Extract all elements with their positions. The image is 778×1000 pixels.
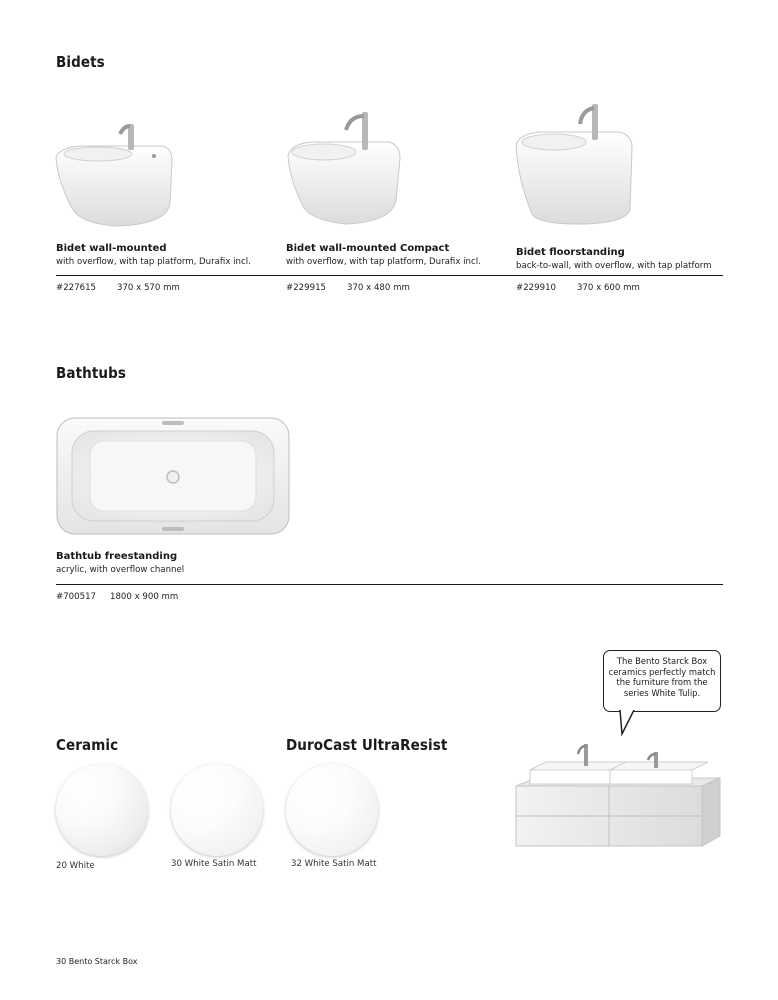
bidet-1-desc: with overflow, with tap platform, Durafix incl. [56,257,251,267]
bathtubs-section-title: Bathtubs [56,364,127,382]
bidet-2-size: 370 x 480 mm [347,283,410,293]
bidet-3-code: #229910 [516,283,557,293]
callout-text: The Bento Starck Box ceramics perfectly match the furniture from the series White Tulip. [608,656,716,698]
bidet-2-code: #229915 [286,283,327,293]
bathtub-desc: acrylic, with overflow channel [56,565,185,575]
bidet-compact-image [280,100,410,230]
bidet-wall-mounted-image [50,112,180,232]
bidet-3-desc: back-to-wall, with overflow, with tap platform [516,261,712,271]
swatch-32-white-satin-matt [286,764,378,856]
bathtub-freestanding-image [56,417,290,535]
bidet-floorstanding-image [510,100,640,230]
bidet-2-name: Bidet wall-mounted Compact [286,243,450,254]
bidet-3-name: Bidet floorstanding [516,247,625,258]
bidets-section-title: Bidets [56,53,105,71]
bathtubs-divider [56,584,723,585]
swatch-30-label: 30 White Satin Matt [171,859,257,869]
ceramic-section-title: Ceramic [56,736,119,754]
callout-pointer [618,710,642,736]
bathtub-name: Bathtub freestanding [56,551,178,562]
page-footer: 30 Bento Starck Box [56,957,138,966]
bidet-2-desc: with overflow, with tap platform, Durafix incl. [286,257,481,267]
bathtub-size: 1800 x 900 mm [110,592,179,602]
bidets-divider [56,275,723,276]
swatch-32-label: 32 White Satin Matt [291,859,377,869]
swatch-30-white-satin-matt [171,764,263,856]
bathtub-code: #700517 [56,592,97,602]
durocast-section-title: DuroCast UltraResist [286,736,448,754]
bidet-3-size: 370 x 600 mm [577,283,640,293]
swatch-20-white [56,764,148,856]
swatch-20-white-label: 20 White [56,861,95,871]
bidet-1-code: #227615 [56,283,97,293]
callout-bubble [603,650,721,712]
vanity-unit-image [512,738,724,850]
bidet-1-name: Bidet wall-mounted [56,243,167,254]
bidet-1-size: 370 x 570 mm [117,283,180,293]
